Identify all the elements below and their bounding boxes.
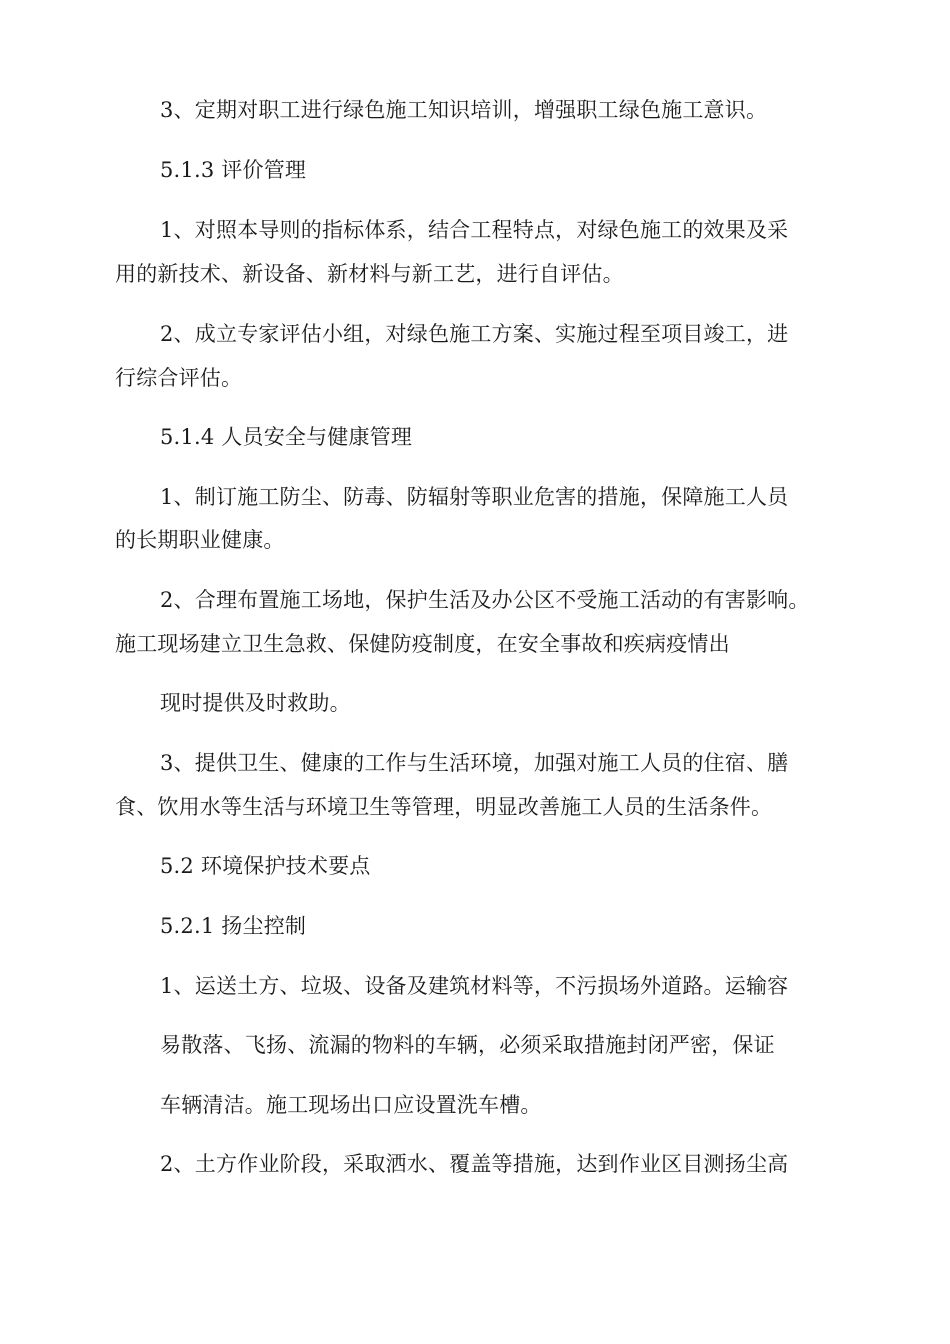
paragraph-line: 1、运送土方、垃圾、设备及建筑材料等，不污损场外道路。运输容 [160,974,789,998]
paragraph-line: 车辆清洁。施工现场出口应设置洗车槽。 [160,1093,542,1117]
paragraph-line: 3、提供卫生、健康的工作与生活环境，加强对施工人员的住宿、膳 [160,751,789,775]
paragraph-line: 1、对照本导则的指标体系，结合工程特点，对绿色施工的效果及采 [160,218,789,242]
paragraph-line: 2、成立专家评估小组，对绿色施工方案、实施过程至项目竣工，进 [160,322,789,346]
paragraph-line: 1、制订施工防尘、防毒、防辐射等职业危害的措施，保障施工人员 [160,485,789,509]
paragraph-line: 现时提供及时救助。 [160,691,351,715]
paragraph-line: 2、土方作业阶段，采取洒水、覆盖等措施，达到作业区目测扬尘高 [160,1152,789,1176]
paragraph-line: 2、合理布置施工场地，保护生活及办公区不受施工活动的有害影响。 [160,588,810,612]
paragraph-line: 食、饮用水等生活与环境卫生等管理，明显改善施工人员的生活条件。 [115,795,773,819]
section-heading: 5.2.1 扬尘控制 [160,914,307,938]
paragraph-line: 用的新技术、新设备、新材料与新工艺，进行自评估。 [115,262,624,286]
section-heading: 5.2 环境保护技术要点 [160,854,371,878]
paragraph-line: 施工现场建立卫生急救、保健防疫制度，在安全事故和疾病疫情出 [115,632,730,656]
section-heading: 5.1.4 人员安全与健康管理 [160,425,413,449]
paragraph-line: 3、定期对职工进行绿色施工知识培训，增强职工绿色施工意识。 [160,98,768,122]
paragraph-line: 行综合评估。 [115,366,243,390]
paragraph-line: 的长期职业健康。 [115,528,285,552]
section-heading: 5.1.3 评价管理 [160,158,307,182]
paragraph-line: 易散落、飞扬、流漏的物料的车辆，必须采取措施封闭严密，保证 [160,1033,775,1057]
